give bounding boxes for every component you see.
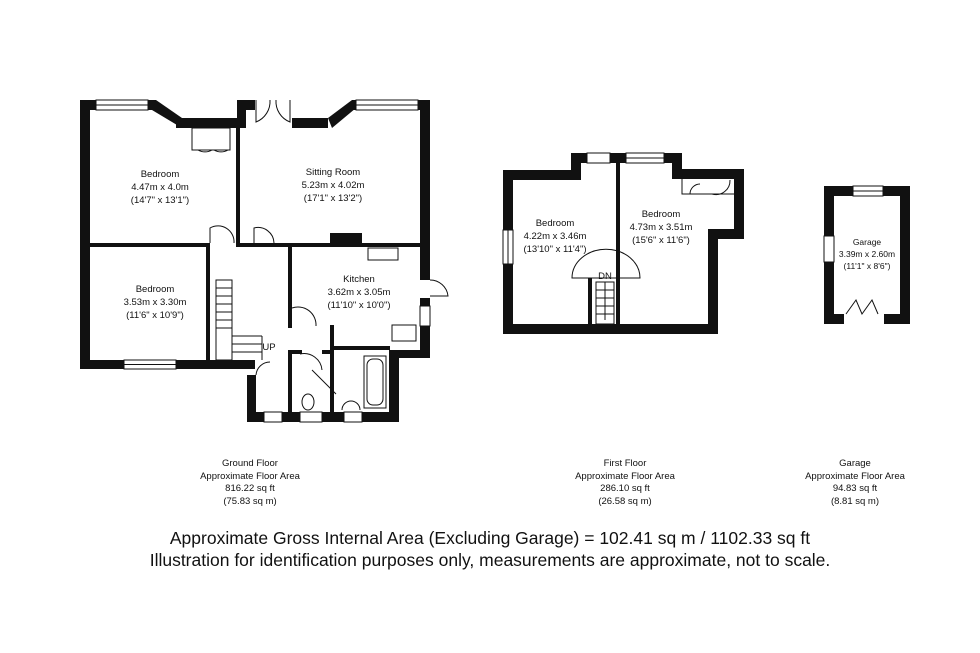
room-dimensions-metric: 3.53m x 3.30m — [123, 297, 187, 308]
area-sqft: 286.10 sq ft — [600, 483, 650, 494]
room-dimensions-imperial: (11'6" x 10'9") — [126, 310, 184, 321]
garage-plan — [824, 186, 910, 324]
room-dimensions-imperial: (13'10" x 11'4") — [523, 244, 587, 255]
area-title: Ground Floor — [222, 458, 278, 469]
area-subtitle: Approximate Floor Area — [575, 470, 675, 482]
room-dimensions-imperial: (14'7" x 13'1") — [130, 195, 190, 206]
room-name: Bedroom — [641, 209, 681, 220]
first-floor-room-labels — [523, 209, 692, 282]
room-name: Garage — [852, 237, 882, 247]
room-dimensions-metric: 3.39m x 2.60m — [838, 249, 896, 259]
room-name: Bedroom — [140, 169, 180, 180]
first-floor-area — [550, 458, 700, 508]
room-dimensions-imperial: (11'10" x 10'0") — [327, 300, 391, 311]
area-sqm: (75.83 sq m) — [223, 495, 277, 507]
ground-floor-plan — [80, 100, 448, 422]
ground-floor-windows — [96, 100, 430, 422]
garage-area — [780, 458, 930, 508]
room-dimensions-metric: 4.47m x 4.0m — [131, 182, 189, 193]
area-title: First Floor — [603, 458, 647, 469]
room-dimensions-imperial: (17'1" x 13'2") — [303, 193, 363, 204]
area-subtitle: Approximate Floor Area — [805, 470, 905, 482]
room-dimensions-imperial: (11'1" x 8'6") — [843, 261, 891, 271]
area-sqm: (26.58 sq m) — [598, 495, 652, 507]
area-title: Garage — [839, 458, 871, 469]
room-dimensions-metric: 4.22m x 3.46m — [523, 231, 587, 242]
room-dimensions-metric: 5.23m x 4.02m — [301, 180, 365, 191]
area-sqft: 94.83 sq ft — [832, 483, 878, 494]
room-name: Sitting Room — [305, 167, 361, 178]
room-dimensions-metric: 4.73m x 3.51m — [629, 222, 693, 233]
stair-label: DN — [598, 271, 612, 282]
room-dimensions-imperial: (15'6" x 11'6") — [632, 235, 690, 246]
room-name: Bedroom — [135, 284, 175, 295]
first-floor-plan — [503, 153, 744, 334]
room-dimensions-metric: 3.62m x 3.05m — [327, 287, 391, 298]
garage-room-labels — [839, 237, 895, 271]
ground-floor-area — [175, 458, 325, 508]
ground-floor-walls — [80, 100, 430, 422]
room-name: Kitchen — [343, 274, 375, 285]
gross-internal-area: Approximate Gross Internal Area (Excluding Garage) = 102.41 sq m / 1102.33 sq ft — [169, 528, 811, 548]
area-subtitle: Approximate Floor Area — [200, 470, 300, 482]
disclaimer: Illustration for identification purposes only, measurements are approximate, not to scale. — [149, 550, 831, 570]
area-sqft: 816.22 sq ft — [225, 483, 275, 494]
room-name: Bedroom — [535, 218, 575, 229]
ground-floor-room-labels — [124, 167, 391, 353]
area-sqm: (8.81 sq m) — [830, 495, 880, 507]
stair-label: UP — [262, 342, 276, 353]
area-summary — [0, 527, 980, 571]
